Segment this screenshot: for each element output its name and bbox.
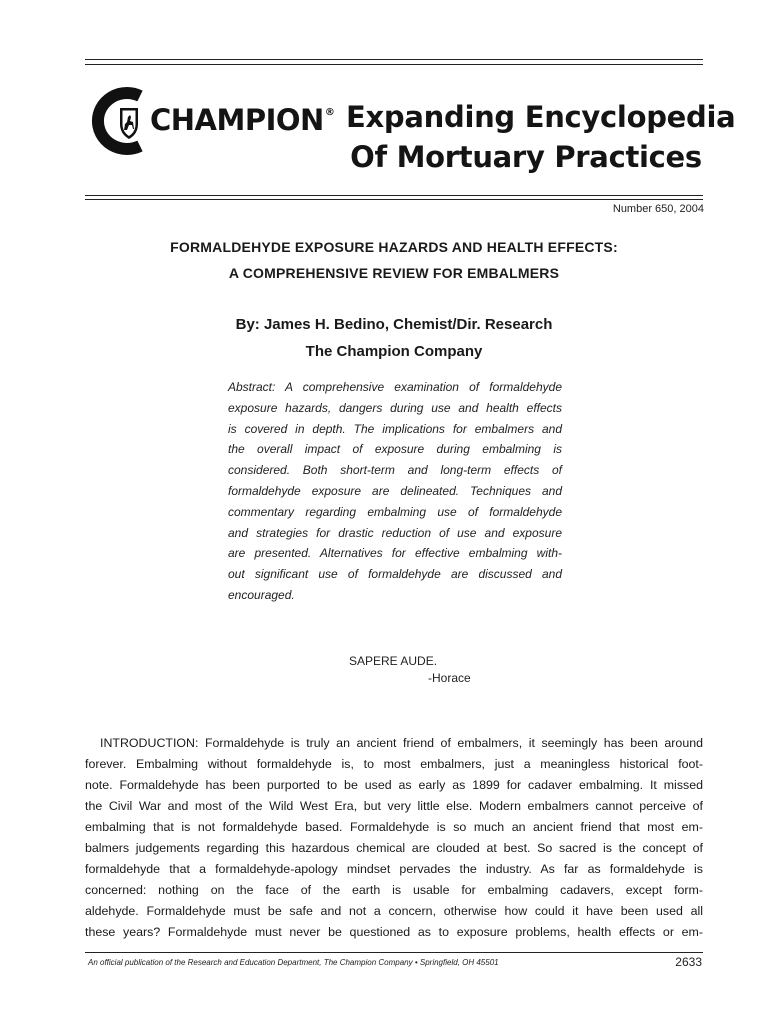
abstract-line: encouraged. [228, 587, 295, 602]
abstract-line: commentary regarding embalming use of formaldehyde [228, 504, 562, 519]
top-rule-1 [85, 59, 703, 60]
publication-title-line-2: Of Mortuary Practices [350, 140, 702, 174]
registered-mark: ® [324, 107, 335, 118]
body-line: these years? Formaldehyde must never be questioned as to exposure problems, health effects or em- [85, 925, 703, 939]
article-title-line-1: FORMALDEHYDE EXPOSURE HAZARDS AND HEALTH EFFECTS: [170, 239, 618, 255]
footer-rule [85, 952, 703, 953]
abstract-line: the overall impact of exposure during embalming is [228, 442, 562, 457]
abstract-line: Abstract: A comprehensive examination of formaldehyde [228, 380, 562, 394]
brand-wordmark [150, 103, 334, 137]
body-line: aldehyde. Formaldehyde must be safe and not a concern, otherwise how could it have been used all [85, 904, 703, 918]
article-title-line-2: A COMPREHENSIVE REVIEW FOR EMBALMERS [228, 265, 560, 281]
publication-title-line-1: Expanding Encyclopedia [346, 100, 736, 134]
byline-author: By: James H. Bedino, Chemist/Dir. Research [235, 316, 553, 333]
abstract-line: is covered in depth. The implications for embalmers and [228, 421, 562, 436]
issue-number: Number 650, 2004 [612, 203, 704, 215]
body-line: balmers judgements regarding this hazardous chemical are clouded at best. So sacred is the concept of [85, 841, 703, 855]
body-line: concerned: nothing on the face of the earth is usable for embalming cadavers, except form- [85, 883, 703, 897]
abstract-line: and strategies for drastic reduction of use and exposure [228, 525, 562, 540]
abstract-line: considered. Both short-term and long-term effects of [228, 463, 562, 478]
abstract-line: are presented. Alternatives for effective embalming with- [228, 546, 562, 561]
introduction-paragraph [85, 733, 703, 943]
top-rule-2 [85, 64, 703, 65]
page-number: 2633 [675, 955, 702, 969]
abstract-line: out significant use of formaldehyde are discussed and [228, 567, 562, 582]
brand-name: CHAMPION [150, 103, 324, 137]
abstract [228, 377, 562, 606]
epigraph-quote: SAPERE AUDE. [349, 654, 438, 668]
byline [85, 311, 703, 365]
abstract-line: exposure hazards, dangers during use and health effects [228, 400, 562, 415]
mid-rule-1 [85, 195, 703, 196]
body-line: note. Formaldehyde has been purported to be used as early as 1899 for cadaver embalming. It missed [85, 778, 703, 792]
body-line: INTRODUCTION: Formaldehyde is truly an ancient friend of embalmers, it seemingly has been around [100, 736, 703, 750]
mid-rule-2 [85, 199, 703, 200]
article-title [85, 234, 703, 286]
body-line: formaldehyde that a formaldehyde-apology mindset pervades the industry. As far as formaldehyde is [85, 862, 703, 876]
body-line: forever. Embalming without formaldehyde is, to most embalmers, just a meaningless historical foot- [85, 757, 703, 771]
publication-title [346, 97, 736, 177]
epigraph-author: -Horace [428, 671, 471, 685]
abstract-line: formaldehyde exposure are delineated. Techniques and [228, 483, 562, 498]
body-line: the Civil War and most of the Wild West Era, but very little else. Modern embalmers cannot perceive of [85, 799, 703, 813]
body-line: embalming that is not formaldehyde based. Formaldehyde is so much an ancient friend that most em- [85, 820, 703, 834]
footer-publication-note: An official publication of the Research and Education Department, The Champion Company • Springfield, OH 45501 [88, 958, 499, 967]
byline-company: The Champion Company [305, 343, 483, 360]
